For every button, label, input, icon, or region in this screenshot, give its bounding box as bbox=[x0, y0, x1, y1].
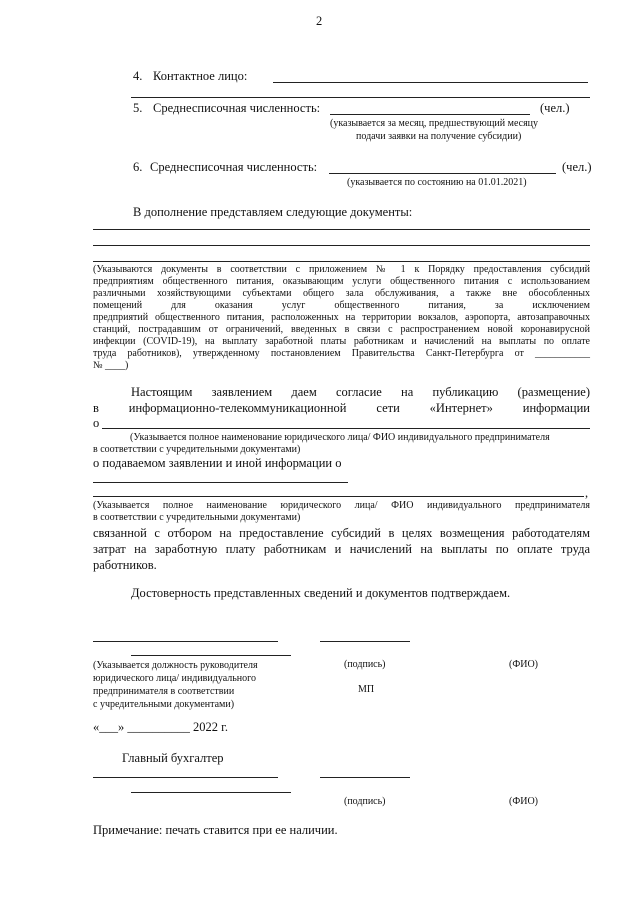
headcount-month-hint-1: (указывается за месяц, предшествующий месяцу bbox=[330, 118, 539, 129]
position-note bbox=[93, 659, 258, 711]
documents-note-line: помещений для оказания услуг общественного питания, за исключением bbox=[93, 300, 590, 311]
position-note-line: с учредительными документами) bbox=[93, 699, 235, 710]
consent-tail-line-1: связанной с отбором на предоставление субсидий в целях возмещения работодателям bbox=[93, 526, 590, 540]
field-headcount-date-label: Среднесписочная численность: bbox=[150, 160, 318, 174]
contact-input-line[interactable] bbox=[273, 82, 588, 83]
documents-note bbox=[93, 264, 590, 372]
signature-line[interactable] bbox=[320, 641, 410, 642]
documents-line-3[interactable] bbox=[93, 261, 590, 262]
documents-note-line: предприятий общественного питания, расположенных на территории вокзалов, аэропорта, автозаправочных bbox=[93, 312, 590, 323]
fio-label: (ФИО) bbox=[509, 659, 539, 670]
accountant-signature-line[interactable] bbox=[320, 777, 410, 778]
documents-note-line: различными хозяйствующими субъектами общего зала обслуживания, а также вне обособленных bbox=[93, 288, 590, 299]
consent-line-4: о подаваемом заявлении и иной информации о bbox=[93, 456, 342, 470]
accountant-fio-label: (ФИО) bbox=[509, 796, 539, 807]
documents-note-line: предприятиям общественного питания, оказывающим услуги общественного питания с использованием bbox=[93, 276, 590, 287]
documents-note-line: станций, пострадавшим от ограничений, введенных в связи с распространением новой коронавирусной bbox=[93, 324, 590, 335]
position-line[interactable] bbox=[93, 641, 278, 642]
confirm-statement: Достоверность представленных сведений и документов подтверждаем. bbox=[131, 586, 511, 600]
consent-name-line-2[interactable] bbox=[93, 496, 584, 497]
accountant-position-line[interactable] bbox=[93, 777, 278, 778]
headcount-date-unit: (чел.) bbox=[562, 160, 592, 174]
stamp-label: МП bbox=[358, 684, 375, 695]
consent-note-2-line-2: в соответствии с учредительными документами) bbox=[93, 512, 301, 523]
position-note-line: (Указывается должность руководителя bbox=[93, 660, 258, 671]
headcount-date-input-line[interactable] bbox=[329, 173, 556, 174]
documents-note-line: труда работников), утвержденному постановлением Правительства Санкт-Петербурга от ___________ bbox=[93, 348, 590, 359]
documents-note-line: № ____) bbox=[93, 360, 129, 371]
date-line[interactable]: «___» __________ 2022 г. bbox=[93, 720, 228, 734]
consent-line-2: в информационно-телекоммуникационной сети «Интернет» информации bbox=[93, 401, 590, 415]
fio-line[interactable] bbox=[131, 655, 291, 656]
field-headcount-month-label: Среднесписочная численность: bbox=[153, 101, 321, 115]
field-headcount-month-number: 5. bbox=[133, 101, 143, 115]
consent-line-3-prefix: о bbox=[93, 416, 100, 430]
documents-note-line: (Указываются документы в соответствии с приложением № 1 к Порядку предоставления субсидий bbox=[93, 264, 590, 275]
footnote: Примечание: печать ставится при ее наличии. bbox=[93, 823, 338, 837]
consent-comma: , bbox=[585, 486, 589, 500]
headcount-month-input-line[interactable] bbox=[330, 114, 530, 115]
documents-note-line: инфекции (COVID-19), на выплату заработной платы работникам и начислений на выплаты по оплате bbox=[93, 336, 590, 347]
accountant-fio-line[interactable] bbox=[131, 792, 291, 793]
headcount-month-unit: (чел.) bbox=[540, 101, 570, 115]
consent-extra-line[interactable] bbox=[93, 482, 348, 483]
signature-label: (подпись) bbox=[344, 659, 386, 670]
headcount-date-hint: (указывается по состоянию на 01.01.2021) bbox=[347, 177, 527, 188]
accountant-title: Главный бухгалтер bbox=[122, 751, 224, 765]
field-contact-number: 4. bbox=[133, 69, 143, 83]
consent-tail-line-3: работников. bbox=[93, 558, 157, 572]
page-number: 2 bbox=[316, 14, 323, 28]
headcount-month-hint-2: подачи заявки на получение субсидии) bbox=[356, 131, 522, 142]
accountant-signature-label: (подпись) bbox=[344, 796, 386, 807]
contact-extra-line[interactable] bbox=[131, 97, 590, 98]
position-note-line: предпринимателя в соответствии bbox=[93, 686, 235, 697]
consent-tail-line-2: затрат на заработную плату работникам и начислений на выплаты по оплате труда bbox=[93, 542, 590, 556]
position-note-line: юридического лица/ индивидуального bbox=[93, 673, 256, 684]
field-headcount-date-number: 6. bbox=[133, 160, 143, 174]
consent-note-1-line-1: (Указывается полное наименование юридического лица/ ФИО индивидуального предпринимателя bbox=[130, 432, 550, 443]
consent-line-1: Настоящим заявлением даем согласие на публикацию (размещение) bbox=[131, 385, 590, 399]
field-contact-label: Контактное лицо: bbox=[153, 69, 248, 83]
documents-line-1[interactable] bbox=[93, 229, 590, 230]
consent-note-2-line-1: (Указывается полное наименование юридического лица/ ФИО индивидуального предпринимателя bbox=[93, 500, 590, 511]
documents-intro: В дополнение представляем следующие документы: bbox=[133, 205, 413, 219]
consent-name-line[interactable] bbox=[102, 428, 590, 429]
consent-note-1-line-2: в соответствии с учредительными документами) bbox=[93, 444, 301, 455]
documents-line-2[interactable] bbox=[93, 245, 590, 246]
